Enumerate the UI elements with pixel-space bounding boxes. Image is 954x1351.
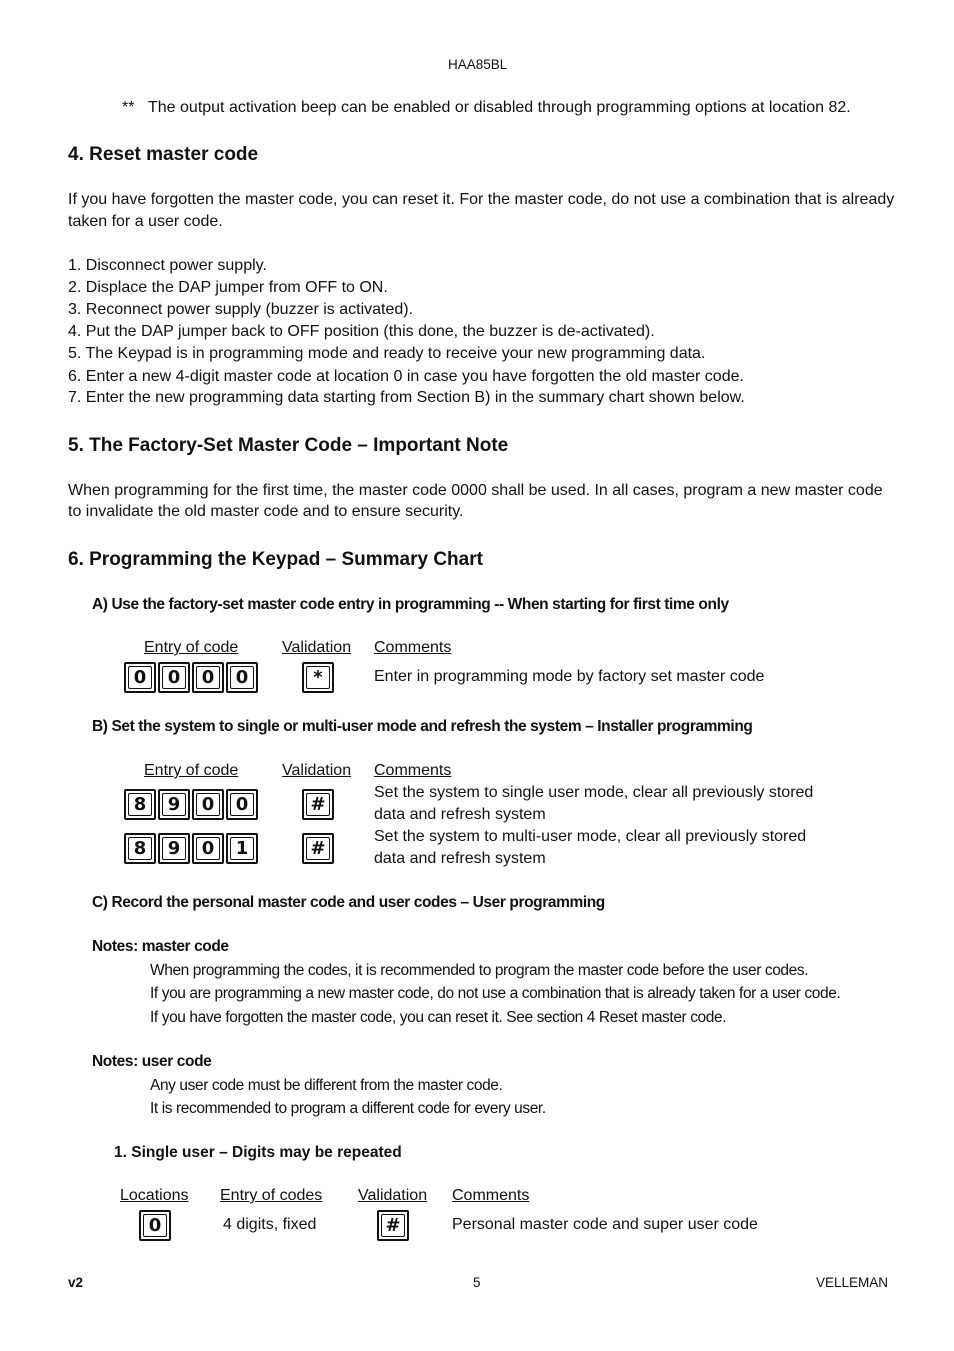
section-4-title: 4. Reset master code [68, 144, 259, 165]
comment-b-multi-line-2: data and refresh system [374, 850, 546, 867]
col-validation: Validation [282, 762, 352, 779]
keypad-key: 0 [192, 662, 224, 693]
section-5-text-line-1: When programming for the first time, the master code 0000 shall be used. In all cases, program a new master code [68, 482, 883, 499]
keypad-key: 9 [158, 833, 190, 864]
col-entry-of-codes: Entry of codes [220, 1187, 323, 1204]
notes-user-title: Notes: user code [92, 1053, 212, 1070]
section-5-text-line-2: to invalidate the old master code and to ensure security. [68, 503, 464, 520]
section-4-intro-line-1: If you have forgotten the master code, you can reset it. For the master code, do not use a combination that is already [68, 191, 895, 208]
col-locations: Locations [120, 1187, 189, 1204]
comment-single-user: Personal master code and super user code [452, 1216, 758, 1233]
keypad-hash-key: # [302, 833, 334, 864]
keypad-key: 0 [226, 662, 258, 693]
comment-a: Enter in programming mode by factory set master code [374, 668, 765, 685]
note-master-line: If you have forgotten the master code, you can reset it. See section 4 Reset master code. [150, 1009, 727, 1026]
reset-step: 2. Displace the DAP jumper from OFF to ON. [68, 279, 388, 296]
entry-of-codes-value: 4 digits, fixed [223, 1216, 317, 1233]
col-comments: Comments [374, 639, 452, 656]
keypad-key: 0 [158, 662, 190, 693]
keypad-key: 8 [124, 789, 156, 820]
note-user-line: It is recommended to program a different code for every user. [150, 1100, 546, 1117]
note-user-line: Any user code must be different from the master code. [150, 1077, 503, 1094]
comment-b-single-line-1: Set the system to single user mode, clear all previously stored [374, 784, 814, 801]
keypad-key: 0 [192, 789, 224, 820]
keypad-key: 0 [124, 662, 156, 693]
reset-step: 3. Reconnect power supply (buzzer is activated). [68, 301, 414, 318]
subsection-a-title: A) Use the factory-set master code entry in programming -- When starting for first time only [92, 596, 729, 613]
section-6-title: 6. Programming the Keypad – Summary Chart [68, 549, 483, 570]
keypad-key: 9 [158, 789, 190, 820]
col-validation: Validation [358, 1187, 428, 1204]
col-entry-of-code: Entry of code [144, 639, 239, 656]
notes-master-title: Notes: master code [92, 938, 229, 955]
col-comments: Comments [374, 762, 452, 779]
reset-step: 7. Enter the new programming data starting from Section B) in the summary chart shown below. [68, 389, 745, 406]
section-4-intro-line-2: taken for a user code. [68, 213, 223, 230]
comment-b-single-line-2: data and refresh system [374, 806, 546, 823]
keypad-key: 0 [192, 833, 224, 864]
keypad-key: 1 [226, 833, 258, 864]
footer-page-number: 5 [473, 1275, 481, 1290]
keypad-hash-key: # [377, 1210, 409, 1241]
reset-step: 6. Enter a new 4-digit master code at location 0 in case you have forgotten the old master code. [68, 368, 744, 385]
keypad-key: 0 [226, 789, 258, 820]
reset-step: 5. The Keypad is in programming mode and ready to receive your new programming data. [68, 345, 706, 362]
keypad-location-key: 0 [139, 1210, 171, 1241]
single-user-title: 1. Single user – Digits may be repeated [114, 1144, 402, 1161]
keypad-hash-key: # [302, 789, 334, 820]
footer-brand: VELLEMAN [816, 1275, 889, 1290]
keypad-key: 8 [124, 833, 156, 864]
note-master-line: When programming the codes, it is recommended to program the master code before the user codes. [150, 962, 809, 979]
comment-b-multi-line-1: Set the system to multi-user mode, clear all previously stored [374, 828, 807, 845]
footnote-text: The output activation beep can be enabled or disabled through programming options at location 82. [148, 99, 851, 116]
footnote-marker: ** [122, 99, 135, 116]
footer-version: v2 [68, 1275, 84, 1290]
section-5-title: 5. The Factory-Set Master Code – Important Note [68, 435, 509, 456]
document-header: HAA85BL [448, 57, 508, 72]
keypad-star-key: * [302, 662, 334, 693]
reset-step: 4. Put the DAP jumper back to OFF position (this done, the buzzer is de-activated). [68, 323, 655, 340]
subsection-b-title: B) Set the system to single or multi-user mode and refresh the system – Installer programming [92, 718, 753, 735]
subsection-c-title: C) Record the personal master code and user codes – User programming [92, 894, 605, 911]
col-validation: Validation [282, 639, 352, 656]
col-comments: Comments [452, 1187, 530, 1204]
col-entry-of-code: Entry of code [144, 762, 239, 779]
note-master-line: If you are programming a new master code, do not use a combination that is already taken for a user code. [150, 985, 841, 1002]
reset-step: 1. Disconnect power supply. [68, 257, 267, 274]
